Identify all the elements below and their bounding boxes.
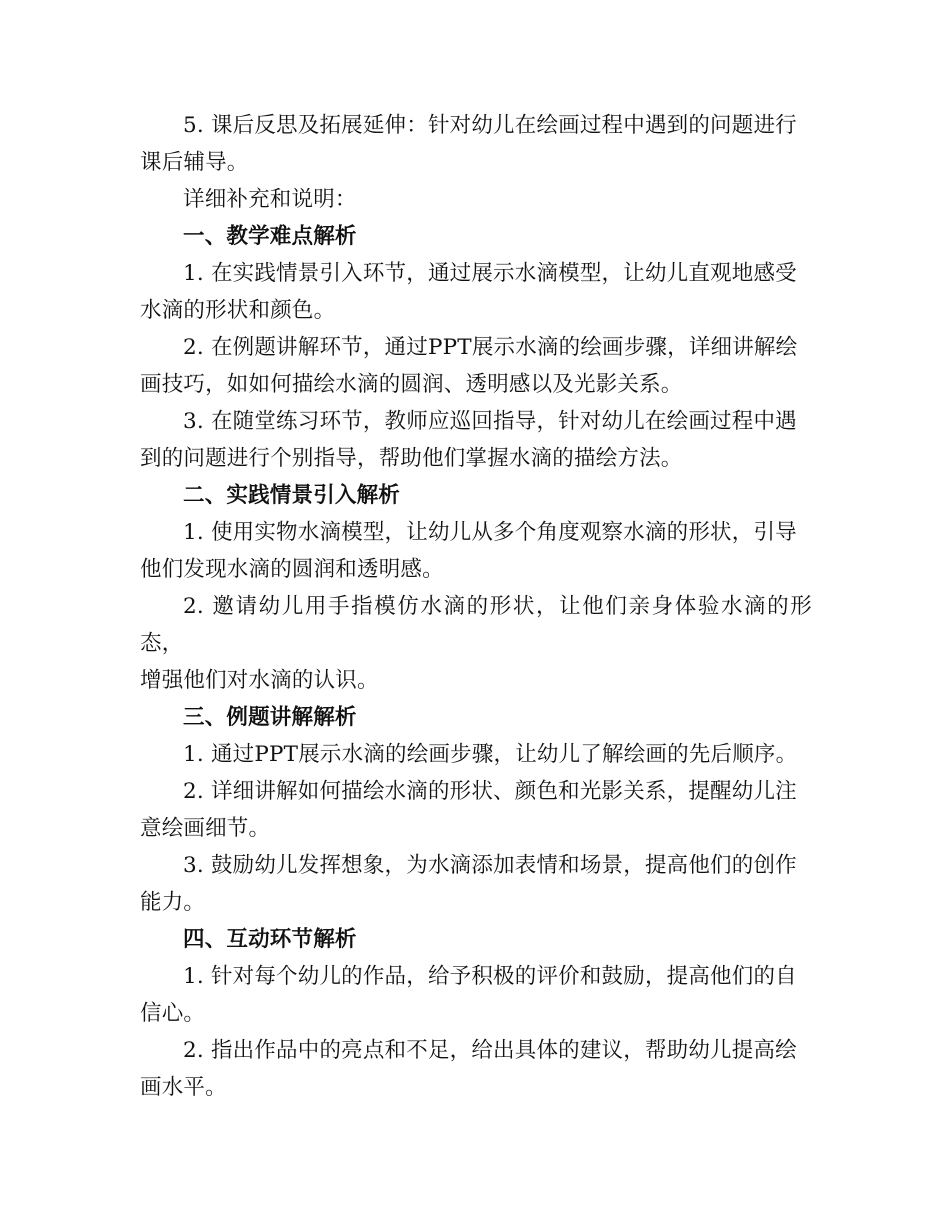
text-line: 画水平。 bbox=[140, 1075, 227, 1100]
heading-text: 一、教学难点解析 bbox=[183, 224, 357, 249]
document-page bbox=[140, 107, 812, 1106]
text-line: 3. 在随堂练习环节，教师应巡回指导，针对幼儿在绘画过程中遇 bbox=[183, 409, 797, 434]
text-line: 信心。 bbox=[140, 1001, 206, 1026]
list-item bbox=[140, 403, 812, 477]
heading-text: 三、例题讲解解析 bbox=[183, 705, 357, 730]
text-line: 增强他们对水滴的认识。 bbox=[140, 668, 379, 693]
text-line: 1. 在实践情景引入环节，通过展示水滴模型，让幼儿直观地感受 bbox=[183, 261, 797, 286]
list-item bbox=[140, 847, 812, 921]
paragraph-reflection bbox=[140, 107, 812, 181]
section-heading-1 bbox=[140, 218, 812, 255]
text-line: 意绘画细节。 bbox=[140, 816, 271, 841]
list-item bbox=[140, 329, 812, 403]
text-line: 到的问题进行个别指导，帮助他们掌握水滴的描绘方法。 bbox=[140, 446, 683, 471]
list-item bbox=[140, 588, 812, 699]
heading-text: 二、实践情景引入解析 bbox=[183, 483, 401, 508]
text-line: 画技巧，如如何描绘水滴的圆润、透明感以及光影关系。 bbox=[140, 372, 683, 397]
text-line: 他们发现水滴的圆润和透明感。 bbox=[140, 557, 444, 582]
heading-text: 四、互动环节解析 bbox=[183, 927, 357, 952]
text-line: 2. 在例题讲解环节，通过PPT展示水滴的绘画步骤，详细讲解绘 bbox=[183, 335, 798, 360]
list-item bbox=[140, 1032, 812, 1106]
list-item bbox=[140, 773, 812, 847]
text-line: 能力。 bbox=[140, 890, 206, 915]
text-line: 2. 指出作品中的亮点和不足，给出具体的建议，帮助幼儿提高绘 bbox=[183, 1038, 797, 1063]
section-heading-4 bbox=[140, 921, 812, 958]
list-item bbox=[140, 255, 812, 329]
text-line: 2. 详细讲解如何描绘水滴的形状、颜色和光影关系，提醒幼儿注 bbox=[183, 779, 797, 804]
text-line: 2. 邀请幼儿用手指模仿水滴的形状，让他们亲身体验水滴的形态， bbox=[140, 594, 812, 656]
text-line: 1. 针对每个幼儿的作品，给予积极的评价和鼓励，提高他们的自 bbox=[183, 964, 797, 989]
section-heading-3 bbox=[140, 699, 812, 736]
paragraph-intro bbox=[140, 181, 812, 218]
list-item bbox=[140, 958, 812, 1032]
text-line: 3. 鼓励幼儿发挥想象，为水滴添加表情和场景，提高他们的创作 bbox=[183, 853, 797, 878]
list-item bbox=[140, 736, 812, 773]
list-item bbox=[140, 514, 812, 588]
section-heading-2 bbox=[140, 477, 812, 514]
text-line: 详细补充和说明： bbox=[183, 187, 357, 212]
text-line: 课后辅导。 bbox=[140, 150, 249, 175]
text-line: 水滴的形状和颜色。 bbox=[140, 298, 336, 323]
text-line: 1. 通过PPT展示水滴的绘画步骤，让幼儿了解绘画的先后顺序。 bbox=[183, 742, 798, 767]
text-line: 5. 课后反思及拓展延伸：针对幼儿在绘画过程中遇到的问题进行 bbox=[183, 113, 797, 138]
text-line: 1. 使用实物水滴模型，让幼儿从多个角度观察水滴的形状，引导 bbox=[183, 520, 797, 545]
